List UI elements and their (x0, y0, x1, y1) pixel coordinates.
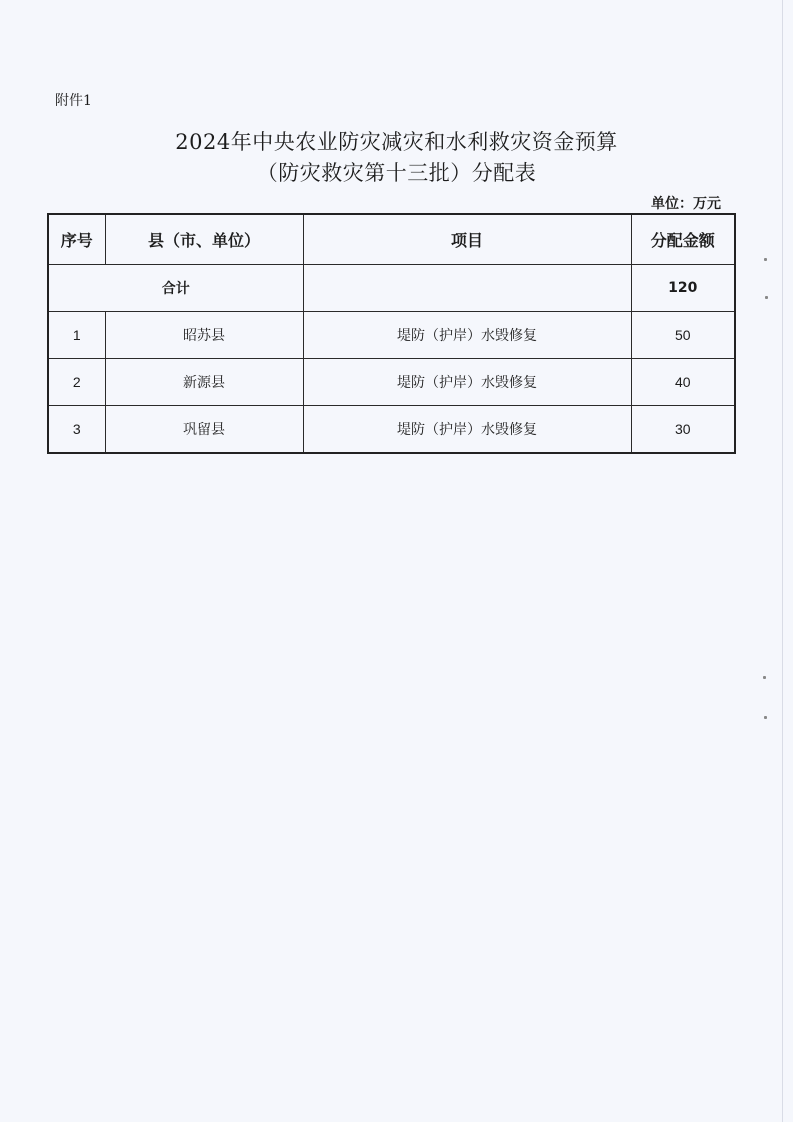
scan-speck (764, 258, 767, 261)
scan-speck (763, 676, 766, 679)
total-label: 合计 (48, 265, 303, 312)
header-amount: 分配金额 (631, 214, 735, 265)
row-amount: 30 (631, 406, 735, 454)
table-header-row (48, 214, 735, 265)
total-amount: 120 (631, 265, 735, 312)
row-county: 昭苏县 (105, 312, 303, 359)
header-project: 项目 (303, 214, 631, 265)
row-no: 1 (48, 312, 105, 359)
allocation-table (47, 213, 736, 454)
document-title-line1: 2024年中央农业防灾减灾和水利救灾资金预算 (175, 130, 618, 154)
table-row (48, 312, 735, 359)
total-project-empty (303, 265, 631, 312)
total-row (48, 265, 735, 312)
scan-speck (764, 716, 767, 719)
row-county: 新源县 (105, 359, 303, 406)
document-title-line2: （防灾救灾第十三批）分配表 (256, 161, 537, 185)
table-row (48, 359, 735, 406)
row-no: 2 (48, 359, 105, 406)
unit-label: 单位：万元 (651, 196, 721, 212)
row-project: 堤防（护岸）水毁修复 (303, 359, 631, 406)
row-amount: 40 (631, 359, 735, 406)
table-row (48, 406, 735, 454)
row-project: 堤防（护岸）水毁修复 (303, 312, 631, 359)
attachment-label: 附件1 (55, 93, 92, 109)
row-amount: 50 (631, 312, 735, 359)
scan-speck (765, 296, 768, 299)
row-project: 堤防（护岸）水毁修复 (303, 406, 631, 454)
header-no: 序号 (48, 214, 105, 265)
row-county: 巩留县 (105, 406, 303, 454)
row-no: 3 (48, 406, 105, 454)
header-county: 县（市、单位） (105, 214, 303, 265)
